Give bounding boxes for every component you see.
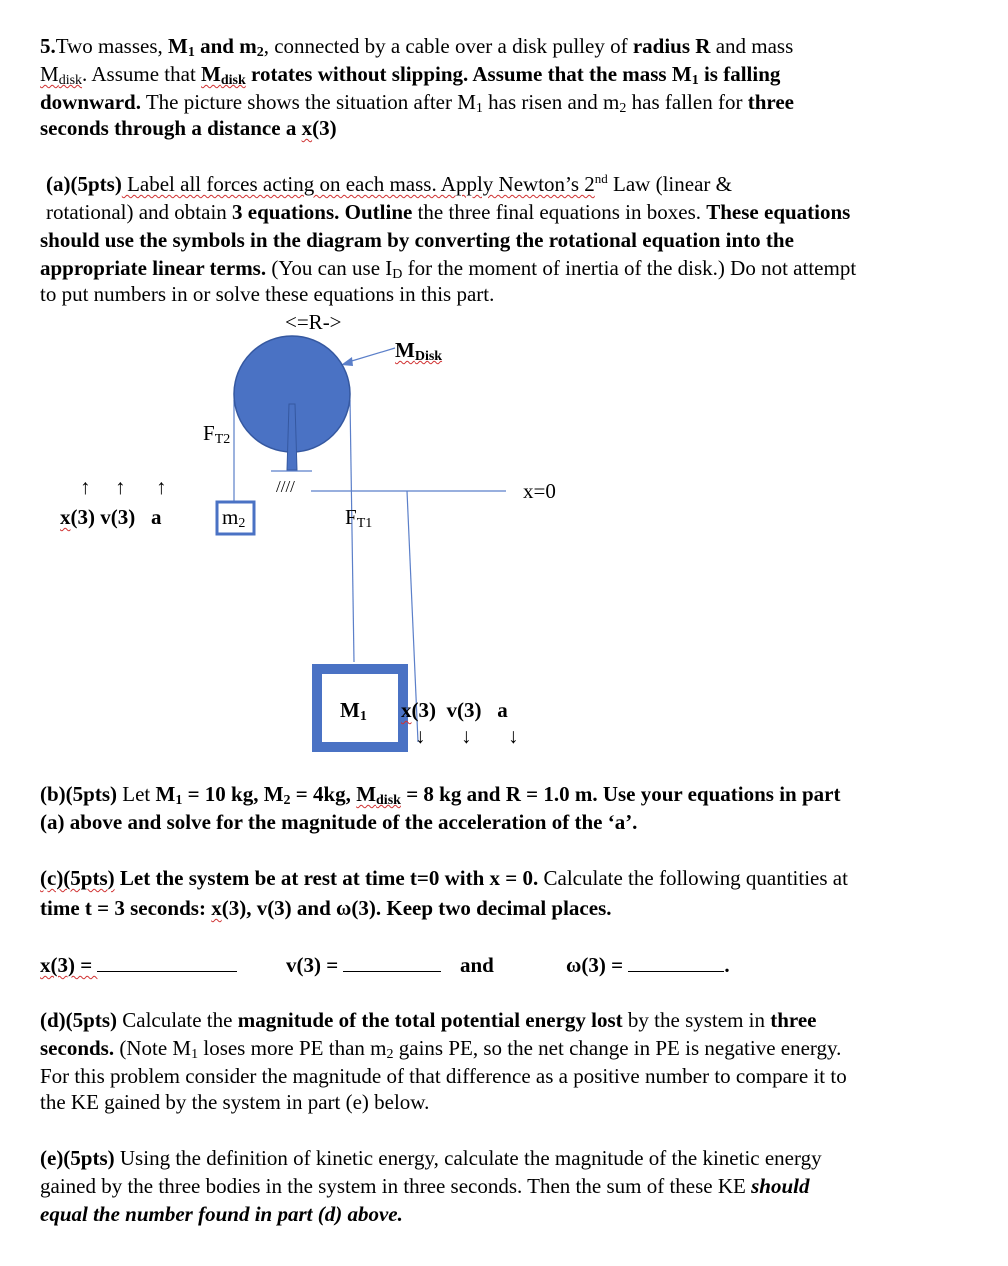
up-arrow-icon: ↑: [115, 475, 126, 499]
down-arrow-icon: ↓: [508, 724, 519, 748]
part-a-line3: should use the symbols in the diagram by converting the rotational equation into the: [40, 228, 794, 252]
part-e-line3: equal the number found in part (d) above.: [40, 1202, 403, 1226]
cable-right: [350, 400, 354, 662]
up-arrow-icon: ↑: [156, 475, 167, 499]
part-a-line5: to put numbers in or solve these equations in this part.: [40, 282, 495, 306]
answer-x3-blank[interactable]: [97, 953, 237, 972]
part-b-line2: (a) above and solve for the magnitude of the acceleration of the ‘a’.: [40, 810, 638, 834]
hatch-mark: ////: [276, 477, 295, 496]
ft1-label: $F_{T1}$: [345, 505, 373, 531]
answer-w3-blank[interactable]: [628, 953, 724, 972]
answer-w3: ω(3) = .: [566, 953, 730, 977]
answer-v3-blank[interactable]: [343, 953, 441, 972]
x-zero-label: x=0: [523, 479, 556, 503]
part-e-line1: (e)(5pts) Using the definition of kinetic energy, calculate the magnitude of the kinetic energy: [40, 1146, 822, 1170]
part-d-line3: For this problem consider the magnitude of that difference as a positive number to compare it to: [40, 1064, 847, 1088]
part-b-line1: (b)(5pts) Let $M_1 = 10$ kg, $M_2 = 4kg$, $M_{disk} = 8$ kg and R = 1.0 m. Use your equations in part: [40, 782, 841, 808]
left-variables: x(3) v(3) a: [60, 505, 162, 529]
part-a-line4: appropriate linear terms. (You can use $I_D$ for the moment of inertia of the disk.) Do not attempt: [40, 256, 857, 282]
m1-box-label: $M_1$: [340, 698, 367, 724]
problem-number: 5.: [40, 34, 56, 58]
part-c-line2: time t = 3 seconds: x(3), v(3) and ω(3). Keep two decimal places.: [40, 896, 612, 920]
part-e-line2: gained by the three bodies in the system in three seconds. Then the sum of these KE should: [40, 1174, 810, 1198]
part-a-label: (a)(5pts): [46, 172, 122, 196]
answer-v3: v(3) =: [286, 952, 441, 979]
mdisk-pointer: [345, 348, 395, 363]
problem-intro-line4: seconds through a distance a x(3): [40, 116, 337, 140]
part-b-label: (b)(5pts): [40, 782, 117, 806]
radius-label: <=R->: [285, 310, 342, 334]
part-e-label: (e)(5pts): [40, 1146, 115, 1170]
m2-box-label: $m_2$: [222, 505, 246, 531]
part-a-line1: (a)(5pts) Label all forces acting on each mass. Apply Newton’s 2nd Law (linear &: [46, 171, 732, 196]
part-a-line2: rotational) and obtain 3 equations. Outline the three final equations in boxes. These equations: [46, 200, 851, 224]
ft2-label: $F_{T2}$: [203, 421, 231, 447]
down-arrow-icon: ↓: [415, 724, 426, 748]
problem-intro-line1: 5.Two masses, $M_1$ and $m_2$, connected by a cable over a disk pulley of radius R and mass: [40, 34, 794, 60]
part-d-line2: seconds. (Note $M_1$ loses more PE than $m_2$ gains PE, so the net change in PE is negative energy.: [40, 1036, 842, 1062]
part-c-line1: (c)(5pts) Let the system be at rest at time t=0 with x = 0. Calculate the following quantities at: [40, 866, 848, 890]
part-c-label: (c)(5pts): [40, 866, 115, 890]
problem-intro-line3: downward. The picture shows the situation after $M_1$ has risen and $m_2$ has fallen for three: [40, 90, 794, 116]
part-d-line4: the KE gained by the system in part (e) below.: [40, 1090, 430, 1114]
down-arrow-icon: ↓: [461, 724, 472, 748]
mdisk-label: $M_{Disk}$: [395, 338, 443, 364]
answer-x3: x(3) =: [40, 952, 237, 979]
part-d-line1: (d)(5pts) Calculate the magnitude of the total potential energy lost by the system in three: [40, 1008, 817, 1032]
part-d-label: (d)(5pts): [40, 1008, 117, 1032]
up-arrow-icon: ↑: [80, 475, 91, 499]
right-variables: x(3) v(3) a: [401, 698, 508, 722]
problem-intro-line2: $M_{disk}$. Assume that $M_{disk}$ rotates without slipping. Assume that the mass $M_1$ is falling: [40, 62, 781, 88]
answer-and: and: [460, 953, 494, 977]
pulley-support: [287, 404, 297, 470]
